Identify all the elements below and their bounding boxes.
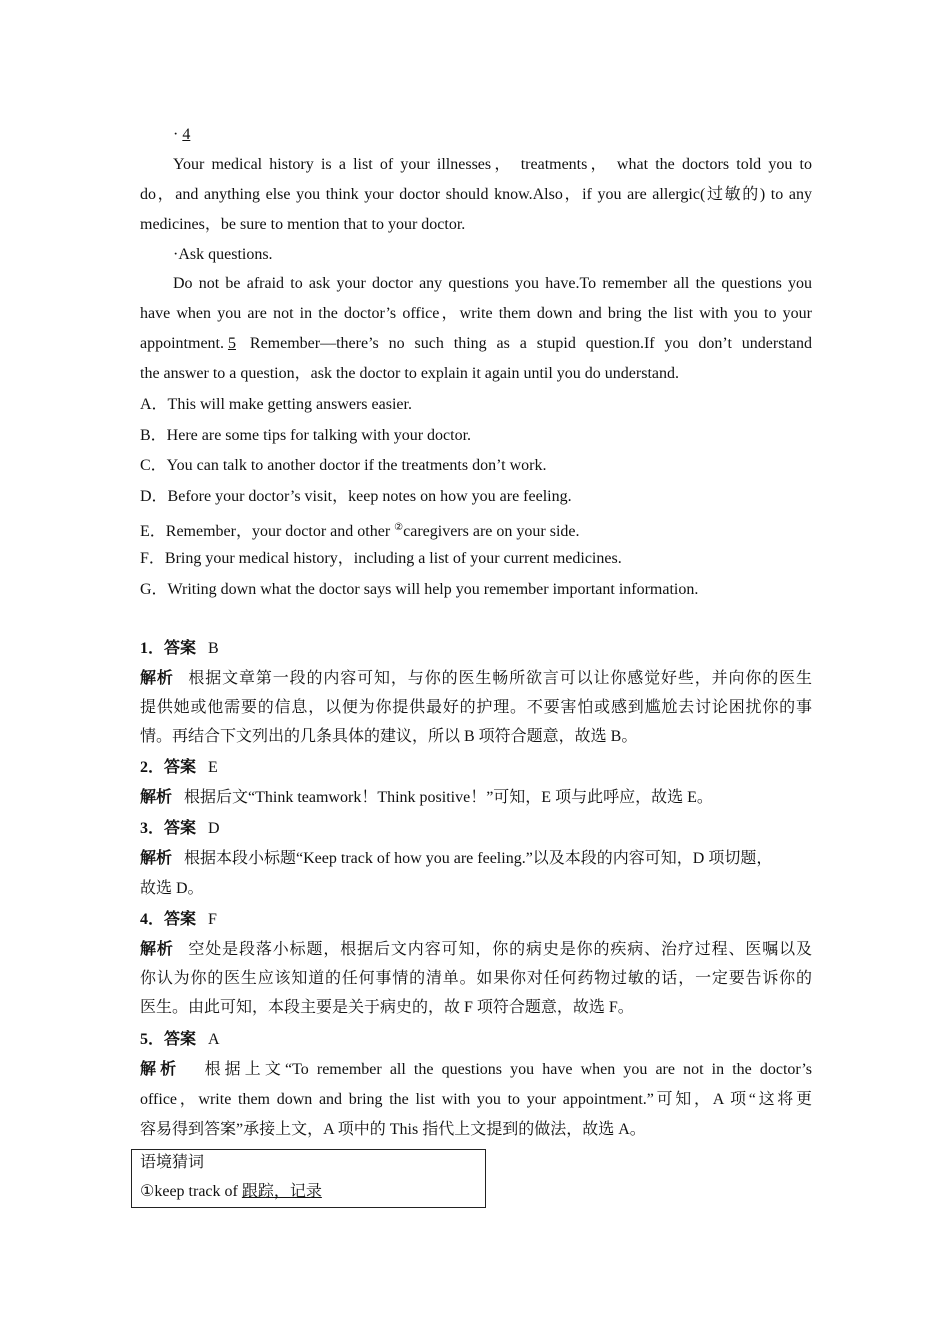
tip-5-heading: ·Ask questions. [173,246,273,263]
answer-5-explanation-line-1 [140,1060,812,1080]
explanation-text: 根据后文“Think teamwork！Think positive！”可知，E 项与此呼应，故选 E。 [184,789,713,806]
answer-1-value: B [208,640,219,657]
answer-3-explanation-line-1 [140,849,820,869]
option-b: B．Here are some tips for talking with your doctor. [140,427,472,444]
answer-4-value: F [208,911,217,928]
explanation-text: 空处是段落小标题，根据后文内容可知，你的病史是你的疾病、治疗过程、医嘱以及 [188,941,812,958]
answer-4-label: 4．答案 [140,911,197,928]
option-a: A．This will make getting answers easier. [140,396,412,413]
answer-1-explanation-line-2: 提供她或他需要的信息，以便为你提供最好的护理。不要害怕或感到尴尬去讨论困扰你的事 [140,699,812,716]
explanation-text: 根据本段小标题“Keep track of how you are feeling.”以及本段的内容可知，D 项切题， [184,850,773,867]
answer-5-explanation-line-3: 容易得到答案”承接上文，A 项中的 This 指代上文提到的做法，故选 A。 [140,1121,646,1138]
answer-5-label: 5．答案 [140,1031,197,1048]
tip-4-heading [173,125,812,145]
answer-2-label: 2．答案 [140,759,197,776]
answer-5-explanation-line-2: office，write them down and bring the list with you to your appointment.”可知，A 项“这将更 [140,1091,812,1108]
paragraph-5-line-3-end: Remember—there’s no such thing as a stupid question.If you don’t understand [249,335,813,352]
paragraph-4-line-1: Your medical history is a list of your illnesses， treatments， what the doctors told you to [173,156,812,173]
answer-1-label: 1．答案 [140,640,197,657]
vocab-box [131,1149,486,1208]
answer-4-explanation-line-3: 医生。由此可知，本段主要是关于病史的，故 F 项符合题意，故选 F。 [140,999,634,1016]
option-d: D．Before your doctor’s visit，keep notes on how you are feeling. [140,488,572,505]
paragraph-4-line-3: medicines，be sure to mention that to your doctor. [140,216,466,233]
answer-2-value: E [208,759,218,776]
answer-3-explanation-line-2: 故选 D。 [140,880,204,897]
answer-4-explanation-line-1 [140,940,812,960]
explanation-label: 解析 [140,850,173,867]
explanation-text: 根据上文“To remember all the questions you have when you are not in the doctor’s [204,1061,812,1078]
paragraph-5-line-2: have when you are not in the doctor’s office，write them down and bring the list with you to your [140,305,812,322]
paragraph-5-line-1: Do not be afraid to ask your doctor any questions you have.To remember all the questions you [173,275,812,292]
answer-1-explanation-line-3: 情。再结合下文列出的几条具体的建议，所以 B 项符合题意，故选 B。 [140,728,638,745]
blank-5[interactable]: 5 [227,335,236,352]
explanation-label: 解析 [140,1061,181,1078]
paragraph-5-line-3-start: appointment. [140,335,224,352]
answer-3-label: 3．答案 [140,820,197,837]
answer-4-explanation-line-2: 你认为你的医生应该知道的任何事情的清单。如果你对任何药物过敏的话，一定要告诉你的 [140,970,812,987]
paragraph-5-line-4: the answer to a question，ask the doctor to explain it again until you do understand. [140,365,679,382]
blank-4[interactable]: 4 [182,126,191,143]
answer-3 [140,819,812,839]
bullet-dot: · [173,126,179,143]
paragraph-5-line-3 [140,334,812,354]
explanation-label: 解析 [140,941,174,958]
vocab-item-phrase: ①keep track of [140,1183,242,1200]
answer-4 [140,910,812,930]
paragraph-4-line-2: do，and anything else you think your doctor should know.Also，if you are allergic(过敏的) to any [140,186,812,203]
explanation-label: 解析 [140,670,174,687]
explanation-label: 解析 [140,789,173,806]
option-c: C．You can talk to another doctor if the treatments don’t work. [140,457,547,474]
option-e-prefix: E．Remember，your doctor and other [140,523,395,540]
footnote-marker: ② [394,522,404,533]
vocab-box-title: 语境猜词 [140,1154,205,1171]
vocab-item [140,1182,322,1202]
answer-1 [140,639,812,659]
answer-2 [140,758,812,778]
option-f: F．Bring your medical history，including a list of your current medicines. [140,550,622,567]
explanation-text: 根据文章第一段的内容可知，与你的医生畅所欲言可以让你感觉好些，并向你的医生 [188,670,812,687]
answer-2-explanation-line-1 [140,788,812,808]
option-e [140,518,812,542]
answer-5-value: A [208,1031,220,1048]
answer-5 [140,1030,812,1050]
vocab-item-meaning: 跟踪，记录 [241,1183,322,1200]
option-g: G．Writing down what the doctor says will help you remember important information. [140,581,699,598]
answer-1-explanation-line-1 [140,669,812,689]
option-e-suffix: caregivers are on your side. [403,523,580,540]
answer-3-value: D [208,820,220,837]
